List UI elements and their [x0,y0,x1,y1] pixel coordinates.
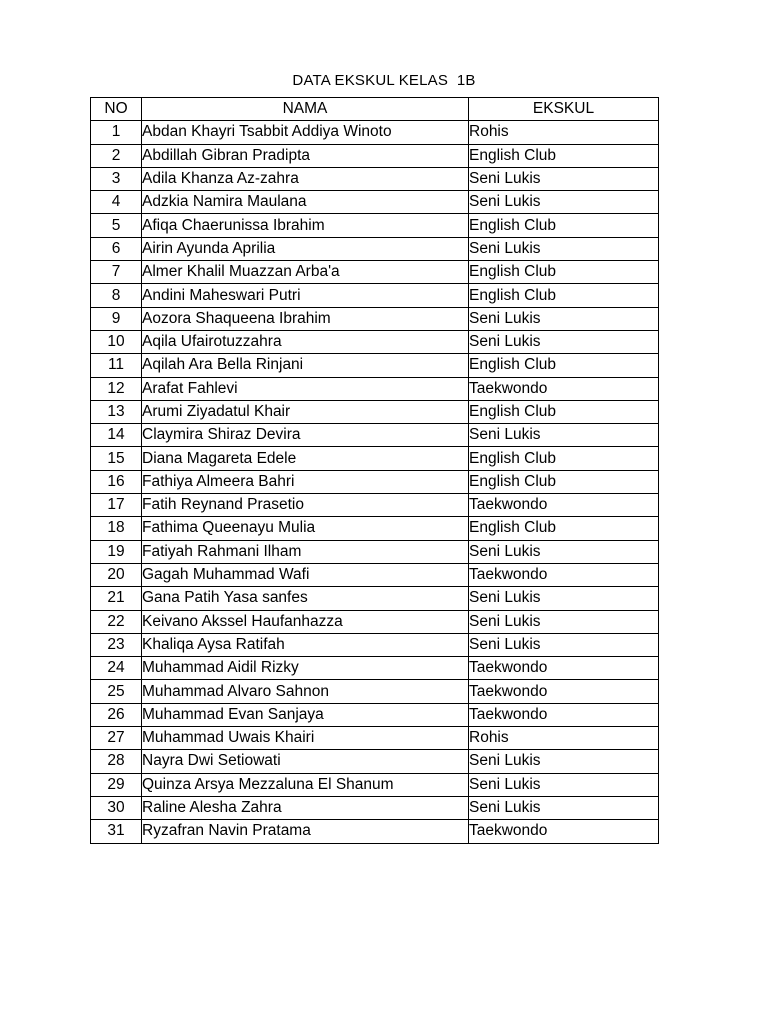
table-row [91,121,659,144]
header-row [91,98,659,121]
table-row [91,820,659,843]
cell-ekskul: Seni Lukis [469,750,659,773]
cell-nama: Andini Maheswari Putri [142,284,469,307]
cell-ekskul: Taekwondo [469,820,659,843]
cell-ekskul: English Club [469,470,659,493]
cell-no: 5 [91,214,142,237]
cell-nama: Aqilah Ara Bella Rinjani [142,354,469,377]
cell-nama: Gana Patih Yasa sanfes [142,587,469,610]
cell-no: 22 [91,610,142,633]
table-row [91,377,659,400]
table-row [91,657,659,680]
table-row [91,424,659,447]
table-row [91,540,659,563]
cell-no: 7 [91,261,142,284]
cell-ekskul: Seni Lukis [469,773,659,796]
table-row [91,330,659,353]
ekskul-table [90,97,659,844]
cell-no: 17 [91,494,142,517]
cell-no: 6 [91,237,142,260]
cell-no: 29 [91,773,142,796]
cell-no: 26 [91,703,142,726]
cell-nama: Aqila Ufairotuzzahra [142,330,469,353]
cell-ekskul: Seni Lukis [469,424,659,447]
table-row [91,237,659,260]
cell-nama: Muhammad Alvaro Sahnon [142,680,469,703]
cell-ekskul: Seni Lukis [469,633,659,656]
cell-nama: Muhammad Aidil Rizky [142,657,469,680]
cell-no: 31 [91,820,142,843]
cell-nama: Gagah Muhammad Wafi [142,563,469,586]
table-row [91,633,659,656]
cell-no: 2 [91,144,142,167]
cell-ekskul: Seni Lukis [469,237,659,260]
cell-nama: Abdillah Gibran Pradipta [142,144,469,167]
cell-ekskul: Taekwondo [469,680,659,703]
cell-no: 25 [91,680,142,703]
cell-no: 24 [91,657,142,680]
cell-nama: Muhammad Evan Sanjaya [142,703,469,726]
cell-no: 14 [91,424,142,447]
cell-no: 30 [91,796,142,819]
cell-ekskul: Taekwondo [469,703,659,726]
table-row [91,191,659,214]
cell-nama: Claymira Shiraz Devira [142,424,469,447]
cell-nama: Fatih Reynand Prasetio [142,494,469,517]
table-row [91,167,659,190]
cell-no: 19 [91,540,142,563]
cell-ekskul: Seni Lukis [469,307,659,330]
cell-no: 11 [91,354,142,377]
cell-no: 20 [91,563,142,586]
cell-no: 12 [91,377,142,400]
table-row [91,610,659,633]
cell-no: 3 [91,167,142,190]
cell-ekskul: Taekwondo [469,377,659,400]
cell-nama: Arafat Fahlevi [142,377,469,400]
cell-ekskul: Taekwondo [469,563,659,586]
cell-ekskul: Taekwondo [469,657,659,680]
table-row [91,400,659,423]
cell-nama: Quinza Arsya Mezzaluna El Shanum [142,773,469,796]
table-row [91,703,659,726]
cell-nama: Afiqa Chaerunissa Ibrahim [142,214,469,237]
cell-nama: Aozora Shaqueena Ibrahim [142,307,469,330]
cell-nama: Raline Alesha Zahra [142,796,469,819]
header-ekskul: EKSKUL [469,98,659,121]
cell-nama: Fathiya Almeera Bahri [142,470,469,493]
cell-ekskul: English Club [469,144,659,167]
cell-ekskul: English Club [469,447,659,470]
table-row [91,773,659,796]
table-row [91,261,659,284]
cell-no: 1 [91,121,142,144]
cell-no: 16 [91,470,142,493]
cell-nama: Fatiyah Rahmani Ilham [142,540,469,563]
table-row [91,750,659,773]
table-row [91,447,659,470]
cell-no: 8 [91,284,142,307]
cell-nama: Ryzafran Navin Pratama [142,820,469,843]
header-nama: NAMA [142,98,469,121]
cell-nama: Adzkia Namira Maulana [142,191,469,214]
cell-no: 4 [91,191,142,214]
table-row [91,563,659,586]
cell-nama: Adila Khanza Az-zahra [142,167,469,190]
cell-no: 15 [91,447,142,470]
cell-no: 28 [91,750,142,773]
cell-ekskul: Seni Lukis [469,540,659,563]
table-row [91,517,659,540]
table-row [91,354,659,377]
cell-ekskul: English Club [469,261,659,284]
table-row [91,796,659,819]
document-title: DATA EKSKUL KELAS 1B [292,72,476,89]
table-body [91,121,659,843]
cell-ekskul: Seni Lukis [469,167,659,190]
cell-no: 21 [91,587,142,610]
cell-ekskul: Taekwondo [469,494,659,517]
cell-ekskul: Seni Lukis [469,610,659,633]
table-header [91,98,659,121]
header-no: NO [91,98,142,121]
cell-nama: Muhammad Uwais Khairi [142,727,469,750]
cell-ekskul: English Club [469,400,659,423]
cell-nama: Fathima Queenayu Mulia [142,517,469,540]
table-row [91,494,659,517]
cell-no: 13 [91,400,142,423]
table-row [91,587,659,610]
cell-nama: Airin Ayunda Aprilia [142,237,469,260]
cell-ekskul: Seni Lukis [469,191,659,214]
cell-nama: Arumi Ziyadatul Khair [142,400,469,423]
cell-nama: Diana Magareta Edele [142,447,469,470]
cell-no: 18 [91,517,142,540]
cell-ekskul: Rohis [469,121,659,144]
cell-no: 9 [91,307,142,330]
table-row [91,680,659,703]
table-row [91,284,659,307]
cell-ekskul: English Club [469,284,659,307]
cell-ekskul: Rohis [469,727,659,750]
cell-ekskul: Seni Lukis [469,796,659,819]
table-row [91,214,659,237]
cell-ekskul: English Club [469,214,659,237]
cell-ekskul: Seni Lukis [469,330,659,353]
table-row [91,727,659,750]
cell-no: 10 [91,330,142,353]
cell-nama: Almer Khalil Muazzan Arba'a [142,261,469,284]
table-row [91,470,659,493]
cell-ekskul: English Club [469,354,659,377]
table-row [91,144,659,167]
cell-nama: Keivano Akssel Haufanhazza [142,610,469,633]
cell-nama: Nayra Dwi Setiowati [142,750,469,773]
cell-no: 23 [91,633,142,656]
cell-ekskul: Seni Lukis [469,587,659,610]
cell-nama: Abdan Khayri Tsabbit Addiya Winoto [142,121,469,144]
cell-ekskul: English Club [469,517,659,540]
table-row [91,307,659,330]
cell-nama: Khaliqa Aysa Ratifah [142,633,469,656]
cell-no: 27 [91,727,142,750]
